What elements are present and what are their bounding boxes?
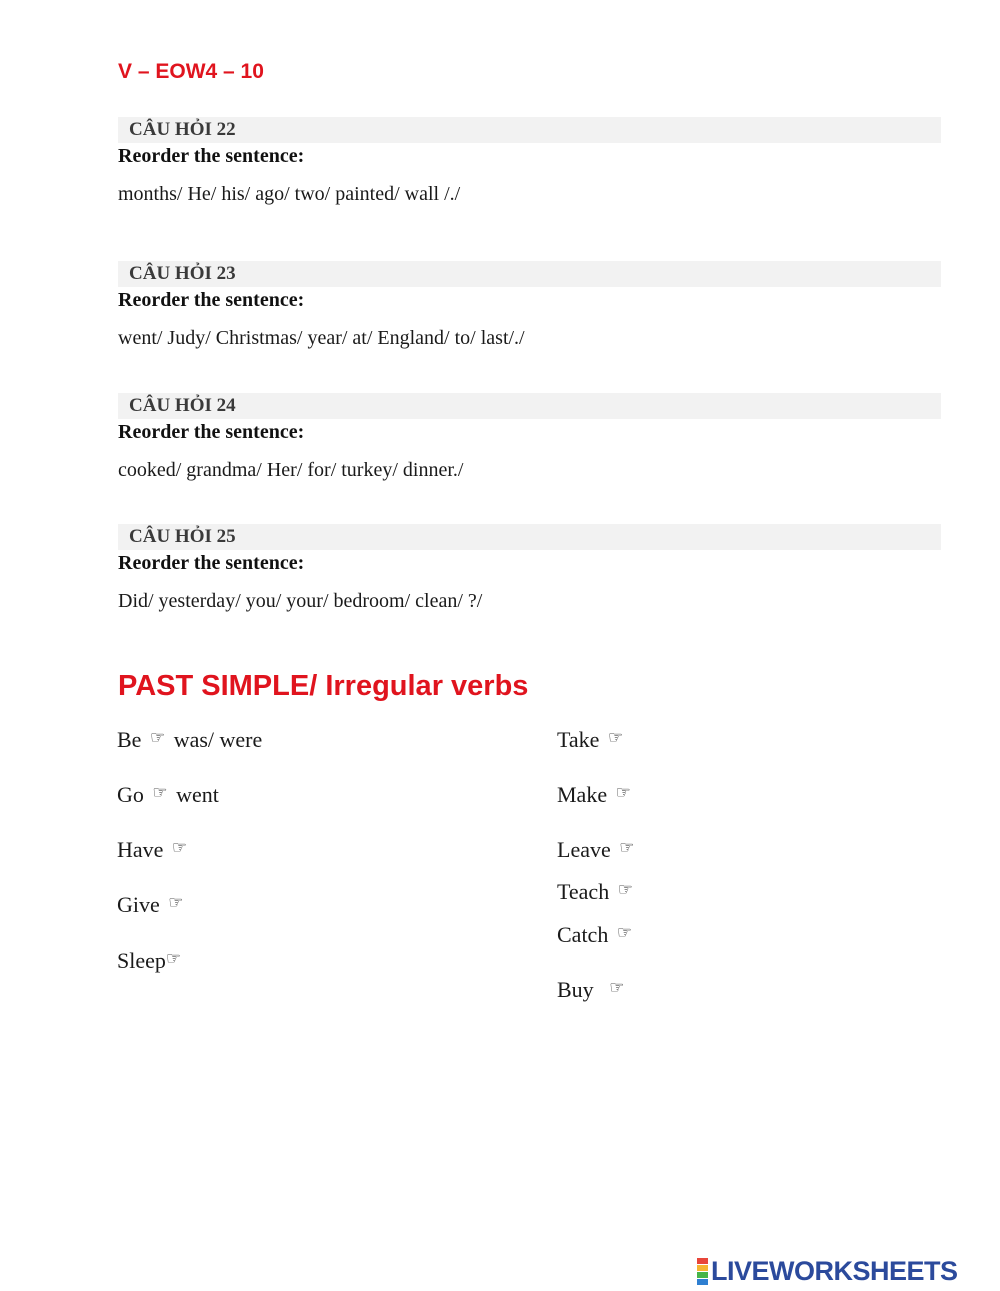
verb-base: Teach bbox=[557, 879, 610, 904]
verb-item-have bbox=[117, 836, 190, 866]
question-header: CÂU HỎI 25 bbox=[118, 524, 941, 550]
verb-item-buy bbox=[557, 976, 627, 1006]
pointing-hand-icon: ☞ bbox=[616, 923, 633, 942]
verb-item-teach bbox=[557, 878, 636, 908]
pointing-hand-icon: ☞ bbox=[607, 728, 624, 747]
verb-base: Catch bbox=[557, 922, 609, 947]
question-instruction: Reorder the sentence: bbox=[118, 145, 305, 167]
logo-block bbox=[697, 1272, 708, 1278]
verb-base: Have bbox=[117, 837, 164, 862]
pointing-hand-icon: ☞ bbox=[165, 949, 182, 968]
verb-base: Be bbox=[117, 727, 142, 752]
verb-item-take bbox=[557, 726, 626, 756]
pointing-hand-icon: ☞ bbox=[609, 978, 625, 997]
logo-text: LIVEWORKSHEETS bbox=[711, 1256, 958, 1286]
pointing-hand-icon: ☞ bbox=[149, 728, 166, 747]
pointing-hand-icon: ☞ bbox=[168, 893, 184, 912]
question-sentence: months/ He/ his/ ago/ two/ painted/ wall /./ bbox=[118, 183, 461, 205]
verb-item-go bbox=[117, 781, 219, 811]
verb-item-catch bbox=[557, 921, 635, 951]
verb-base: Buy bbox=[557, 977, 594, 1002]
pointing-hand-icon: ☞ bbox=[615, 783, 631, 802]
liveworksheets-logo[interactable] bbox=[697, 1256, 958, 1286]
question-sentence: Did/ yesterday/ you/ your/ bedroom/ clean/ ?/ bbox=[118, 590, 483, 612]
question-header: CÂU HỎI 24 bbox=[118, 393, 941, 419]
verb-base: Leave bbox=[557, 837, 611, 862]
verb-item-leave bbox=[557, 836, 637, 866]
verb-base: Make bbox=[557, 782, 608, 807]
verb-base: Go bbox=[117, 782, 144, 807]
logo-color-blocks-icon bbox=[697, 1258, 708, 1285]
question-sentence: cooked/ grandma/ Her/ for/ turkey/ dinner./ bbox=[118, 459, 464, 481]
verb-item-give bbox=[117, 891, 187, 921]
verb-base: Sleep bbox=[117, 948, 166, 973]
verb-past: was/ were bbox=[173, 727, 263, 752]
logo-block bbox=[697, 1258, 708, 1264]
question-25 bbox=[118, 524, 941, 614]
question-instruction: Reorder the sentence: bbox=[118, 289, 305, 311]
question-23 bbox=[118, 261, 941, 351]
verb-item-be bbox=[117, 726, 262, 756]
logo-block bbox=[697, 1265, 708, 1271]
pointing-hand-icon: ☞ bbox=[152, 783, 168, 802]
question-header: CÂU HỎI 23 bbox=[118, 261, 941, 287]
question-24 bbox=[118, 393, 941, 483]
document-title: V – EOW4 – 10 bbox=[118, 60, 264, 83]
verb-base: Give bbox=[117, 892, 160, 917]
question-sentence: went/ Judy/ Christmas/ year/ at/ England/ to/ last/./ bbox=[118, 327, 525, 349]
question-header: CÂU HỎI 22 bbox=[118, 117, 941, 143]
question-instruction: Reorder the sentence: bbox=[118, 552, 305, 574]
question-22 bbox=[118, 117, 941, 207]
irregular-verbs-title: PAST SIMPLE/ Irregular verbs bbox=[118, 670, 529, 702]
pointing-hand-icon: ☞ bbox=[619, 838, 635, 857]
pointing-hand-icon: ☞ bbox=[171, 838, 188, 857]
pointing-hand-icon: ☞ bbox=[617, 880, 633, 899]
verb-item-make bbox=[557, 781, 634, 811]
verb-item-sleep bbox=[117, 947, 184, 977]
logo-block bbox=[697, 1279, 708, 1285]
verb-base: Take bbox=[557, 727, 600, 752]
verb-past: went bbox=[176, 782, 219, 807]
question-instruction: Reorder the sentence: bbox=[118, 421, 305, 443]
